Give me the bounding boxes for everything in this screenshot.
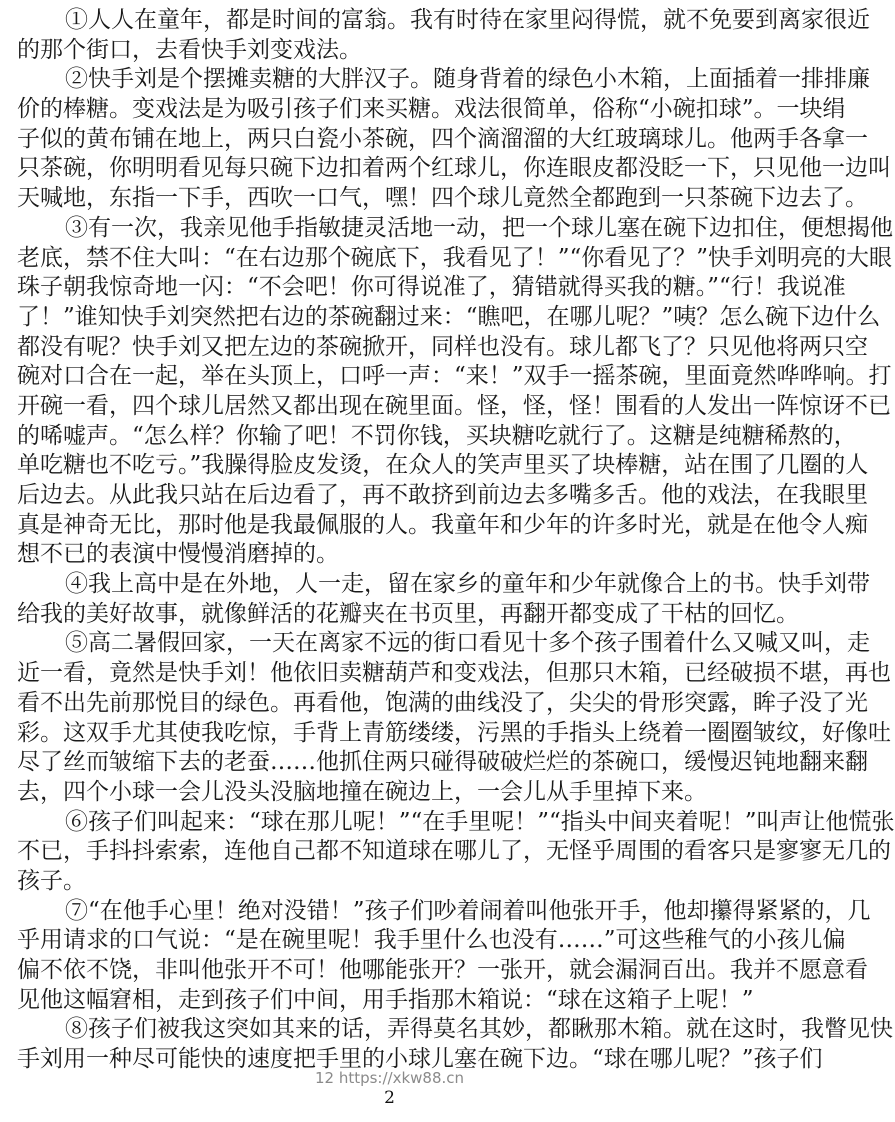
text-line: 彩。这双手尤其使我吃惊，手背上青筋缕缕，污黑的手指头上绕着一圈圈皱纹，好像吐 xyxy=(17,719,891,746)
text-line: 的唏嘘声。“怎么样？你输了吧！不罚你钱，买块糖吃就行了。这糖是纯糖稀熬的， xyxy=(17,422,857,449)
text-line: 想不已的表演中慢慢消磨掉的。 xyxy=(17,541,339,568)
text-line: ⑤高二暑假回家，一天在离家不远的街口看见十多个孩子围着什么又喊又叫，走 xyxy=(65,630,870,657)
paragraph-8 xyxy=(17,1015,893,1074)
text-line: ④我上高中是在外地，人一走，留在家乡的童年和少年就像合上的书。快手刘带 xyxy=(65,571,870,598)
watermark-url: 12 https://xkw88.cn xyxy=(314,1069,465,1087)
paragraph-4 xyxy=(17,570,870,629)
paragraph-3 xyxy=(17,214,893,570)
text-line: 珠子朝我惊奇地一闪：“不会吧！你可得说准了，猜错就得买我的糖。”“行！我说准 xyxy=(17,274,846,301)
text-line: ③有一次，我亲见他手指敏捷灵活地一动，把一个球儿塞在碗下边扣住，便想揭他 xyxy=(65,214,893,241)
text-line: 偏不依不饶，非叫他张开不可！他哪能张开？一张开，就会漏洞百出。我并不愿意看 xyxy=(17,957,868,983)
text-line: 老底，禁不住大叫：“在右边那个碗底下，我看见了！”“你看见了？”快手刘明亮的大眼 xyxy=(17,244,893,271)
text-line: 天喊地，东指一下手，西吹一口气，嘿！四个球儿竟然全都跑到一只茶碗下边去了。 xyxy=(17,185,868,212)
text-line: 真是神奇无比，那时他是我最佩服的人。我童年和少年的许多时光，就是在他令人痴 xyxy=(17,511,868,538)
text-line: 单吃糖也不吃亏。”我臊得脸皮发烫，在众人的笑声里买了块棒糖，站在围了几圈的人 xyxy=(17,452,869,479)
text-line: ⑧孩子们被我这突如其来的话，弄得莫名其妙，都瞅那木箱。就在这时，我瞥见快 xyxy=(65,1016,893,1043)
page-number: 2 xyxy=(384,1088,395,1108)
text-line: 只茶碗，你明明看见每只碗下边扣着两个红球儿，你连眼皮都没眨一下，只见他一边叫 xyxy=(17,155,891,182)
text-line: ⑦“在他手心里！绝对没错！”孩子们吵着闹着叫他张开手，他却攥得紧紧的，几 xyxy=(65,897,871,924)
text-line: 都没有呢？快手刘又把左边的茶碗掀开，同样也没有。球儿都飞了？只见他将两只空 xyxy=(17,333,868,360)
text-line: ①人人在童年，都是时间的富翁。我有时待在家里闷得慌，就不免要到离家很近 xyxy=(65,7,870,33)
text-line: 给我的美好故事，就像鲜活的花瓣夹在书页里，再翻开都变成了干枯的回忆。 xyxy=(17,600,799,627)
text-line: 不已，手抖抖索索，连他自己都不知道球在哪儿了，无怪乎周围的看客只是寥寥无几的 xyxy=(17,838,891,865)
text-line: 价的棒糖。变戏法是为吸引孩子们来买糖。戏法很简单，俗称“小碗扣球”。一块绢 xyxy=(17,96,846,123)
paragraph-1 xyxy=(17,6,870,65)
text-line: ⑥孩子们叫起来：“球在那儿呢！”“在手里呢！”“指头中间夹着呢！”叫声让他慌张 xyxy=(65,808,895,835)
text-line: 近一看，竟然是快手刘！他依旧卖糖葫芦和变戏法，但那只木箱，已经破损不堪，再也 xyxy=(17,660,891,687)
text-line: 碗对口合在一起，举在头顶上，口呼一声：“来！”双手一摇茶碗，里面竟然哗哗响。打 xyxy=(17,363,892,390)
paragraph-6 xyxy=(17,808,895,897)
paragraph-7 xyxy=(17,897,871,1016)
text-line: 孩子。 xyxy=(17,867,86,894)
text-line: 开碗一看，四个球儿居然又都出现在碗里面。怪，怪，怪！围看的人发出一阵惊讶不已 xyxy=(17,392,891,419)
text-line: 手刘用一种尽可能快的速度把手里的小球儿塞在碗下边。“球在哪儿呢？”孩子们 xyxy=(17,1046,823,1073)
text-line: 见他这幅窘相，走到孩子们中间，用手指那木箱说：“球在这箱子上呢！” xyxy=(17,986,754,1013)
text-line: 乎用请求的口气说：“是在碗里呢！我手里什么也没有……”可这些稚气的小孩儿偏 xyxy=(17,927,846,954)
text-line: ②快手刘是个摆摊卖糖的大胖汉子。随身背着的绿色小木箱，上面插着一排排廉 xyxy=(65,66,870,93)
document-body xyxy=(17,6,895,1075)
text-line: 去，四个小球一会儿没头没脑地撞在碗边上，一会儿从手里掉下来。 xyxy=(17,778,707,805)
text-line: 看不出先前那悦目的绿色。再看他，饱满的曲线没了，尖尖的骨形突露，眸子没了光 xyxy=(17,689,868,716)
text-line: 了！”谁知快手刘突然把右边的茶碗翻过来：“瞧吧，在哪儿呢？”咦？怎么碗下边什么 xyxy=(17,303,881,330)
paragraph-5 xyxy=(17,629,891,807)
paragraph-2 xyxy=(17,65,891,213)
text-line: 后边去。从此我只站在后边看了，再不敢挤到前边去多嘴多舌。他的戏法，在我眼里 xyxy=(17,482,868,508)
text-line: 尽了丝而皱缩下去的老蚕……他抓住两只碰得破破烂烂的茶碗口，缓慢迟钝地翻来翻 xyxy=(17,749,868,776)
text-line: 的那个街口，去看快手刘变戏法。 xyxy=(17,36,362,63)
text-line: 子似的黄布铺在地上，两只白瓷小茶碗，四个滴溜溜的大红玻璃球儿。他两手各拿一 xyxy=(17,125,868,152)
